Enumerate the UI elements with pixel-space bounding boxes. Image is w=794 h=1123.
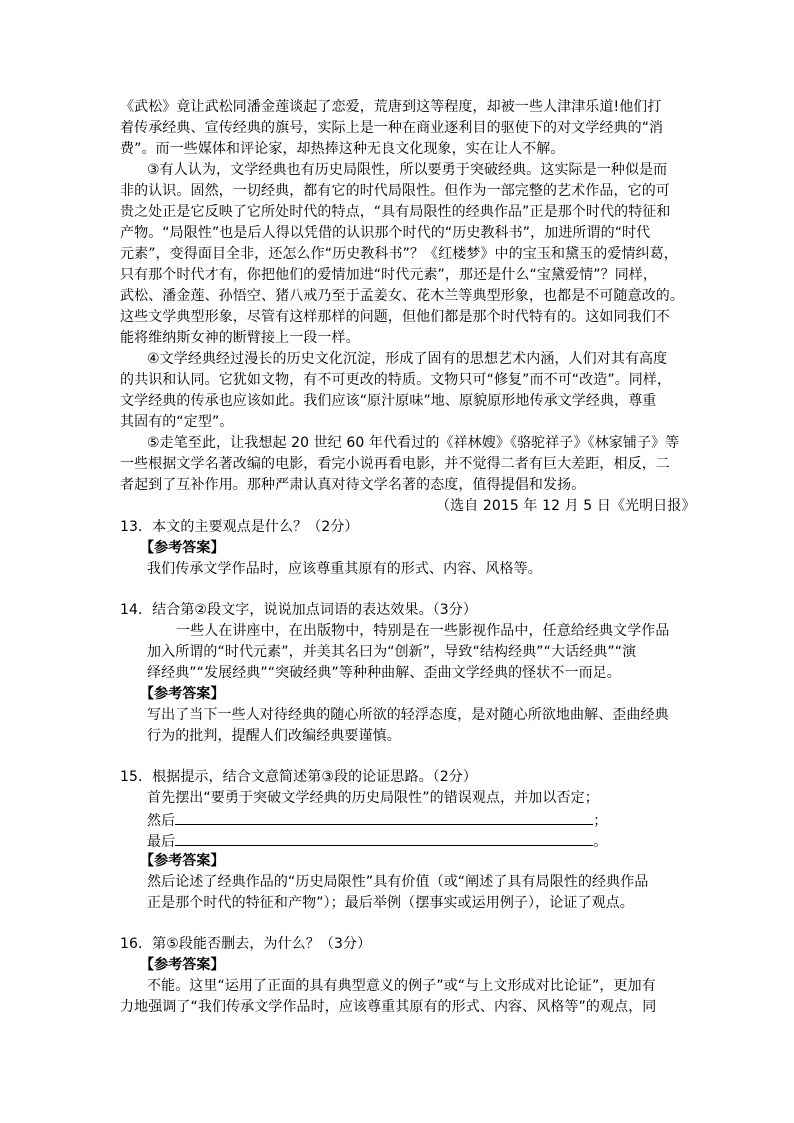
article-line: 非的认识。固然，一切经典，都有它的时代局限性。但作为一部完整的艺术作品，它的可	[120, 183, 670, 199]
article-line: 文学经典的传承也应该如此。我们应该“原汁原味”地、原貌原形地传承文学经典，尊重	[120, 393, 657, 409]
prompt-line-2	[147, 810, 607, 830]
answer-16-line: 不能。这里“运用了正面的具有典型意义的例子”或“与上文形成对比论证”，更加有	[147, 978, 656, 994]
article-line: 元素”，变得面目全非，还怎么作“历史教科书”？《红楼梦》中的宝玉和黛玉的爱情纠葛，	[120, 246, 678, 262]
answer-16-line: 力地强调了“我们传承文学作品时，应该尊重其原有的形式、内容、风格等”的观点，同	[120, 999, 657, 1015]
prompt-prefix: 最后	[147, 834, 176, 850]
answer-14-line: 行为的批判，提醒人们改编经典要谨慎。	[147, 728, 401, 744]
article-line: 武松、潘金莲、孙悟空、猪八戒乃至于孟姜女、花木兰等典型形象，也都是不可随意改的。	[120, 288, 684, 304]
answer-14-line: 写出了当下一些人对待经典的随心所欲的轻浮态度，是对随心所欲地曲解、歪曲经典	[147, 707, 669, 723]
question-14: 14．结合第②段文字，说说加点词语的表达效果。（3分）	[120, 602, 477, 618]
article-line: 能将维纳斯女神的断臂接上一段一样。	[120, 330, 360, 346]
article-line: ⑤走笔至此，让我想起 20 世纪 60 年代看过的《祥林嫂》《骆驼祥子》《林家铺子》等	[147, 435, 680, 451]
answer-label: 【参考答案】	[140, 957, 225, 973]
prompt-suffix: 。	[593, 834, 608, 850]
article-line: 者起到了互补作用。那种严肃认真对待文学名著的态度，值得提倡和发扬。	[120, 477, 586, 493]
article-line: 其固有的“定型”。	[120, 414, 234, 430]
quote-line: 加入所谓的“时代元素”，并美其名曰为“创新”，导致“结构经典”“大话经典”“演	[147, 644, 637, 660]
prompt-prefix: 然后	[147, 813, 176, 829]
article-line: 费”。而一些媒体和评论家，却热捧这种无良文化现象，实在让人不解。	[120, 141, 565, 157]
prompt-suffix: ；	[593, 813, 608, 829]
article-line: 贵之处正是它反映了它所处时代的特点，“具有局限性的经典作品”正是那个时代的特征和	[120, 204, 671, 220]
article-line: ④文学经典经过漫长的历史文化沉淀，形成了固有的思想艺术内涵，人们对其有高度	[147, 351, 668, 367]
answer-blank[interactable]	[175, 831, 593, 846]
article-line: 只有那个时代才有，你把他们的爱情加进“时代元素”，那还是什么“宝黛爱情”？同样，	[120, 267, 658, 283]
answer-blank[interactable]	[175, 810, 593, 825]
answer-15-line: 然后论述了经典作品的“历史局限性”具有价值（或“阐述了具有局限性的经典作品	[147, 874, 649, 890]
article-line: 一些根据文学名著改编的电影，看完小说再看电影，并不觉得二者有巨大差距，相反，二	[120, 456, 670, 472]
answer-label: 【参考答案】	[140, 853, 225, 869]
quote-line: 绎经典”“发展经典”“突破经典”等种种曲解、歪曲文学经典的怪状不一而足。	[147, 665, 621, 681]
article-line: 《武松》竟让武松同潘金莲谈起了恋爱，荒唐到这等程度，却被一些人津津乐道!他们打	[120, 99, 662, 115]
article-line: 产物。“局限性”也是后人得以凭借的认识那个时代的“历史教科书”，加进所谓的“时代	[120, 225, 651, 241]
prompt-line-1: 首先摆出“要勇于突破文学经典的历史局限性”的错误观点，并加以否定；	[147, 790, 599, 806]
answer-label: 【参考答案】	[140, 540, 225, 556]
article-line: ③有人认为，文学经典也有历史局限性，所以要勇于突破经典。这实际是一种似是而	[147, 162, 668, 178]
article-line: 这些文学典型形象，尽管有这样那样的问题，但他们都是那个时代特有的。这如同我们不	[120, 309, 670, 325]
question-13: 13．本文的主要观点是什么？（2分）	[120, 519, 359, 535]
answer-label: 【参考答案】	[140, 686, 225, 702]
article-source: （选自 2015 年 12 月 5 日《光明日报》	[436, 498, 696, 514]
quote-line: 一些人在讲座中，在出版物中，特别是在一些影视作品中，任意给经典文学作品	[176, 623, 670, 639]
article-line: 着传承经典、宣传经典的旗号，实际上是一种在商业逐利目的驱使下的对文学经典的“消	[120, 120, 664, 136]
question-15: 15．根据提示，结合文意简述第③段的论证思路。（2分）	[120, 769, 477, 785]
question-16: 16．第⑤段能否删去，为什么？（3分）	[120, 936, 372, 952]
article-line: 的共识和认同。它犹如文物，有不可更改的特质。文物只可“修复”而不可“改造”。同样，	[120, 372, 672, 388]
prompt-line-3	[147, 831, 607, 851]
answer-15-line: 正是那个时代的特征和产物”）；最后举例（摆事实或运用例子），论证了观点。	[147, 895, 634, 911]
answer-13: 我们传承文学作品时，应该尊重其原有的形式、内容、风格等。	[147, 561, 542, 577]
